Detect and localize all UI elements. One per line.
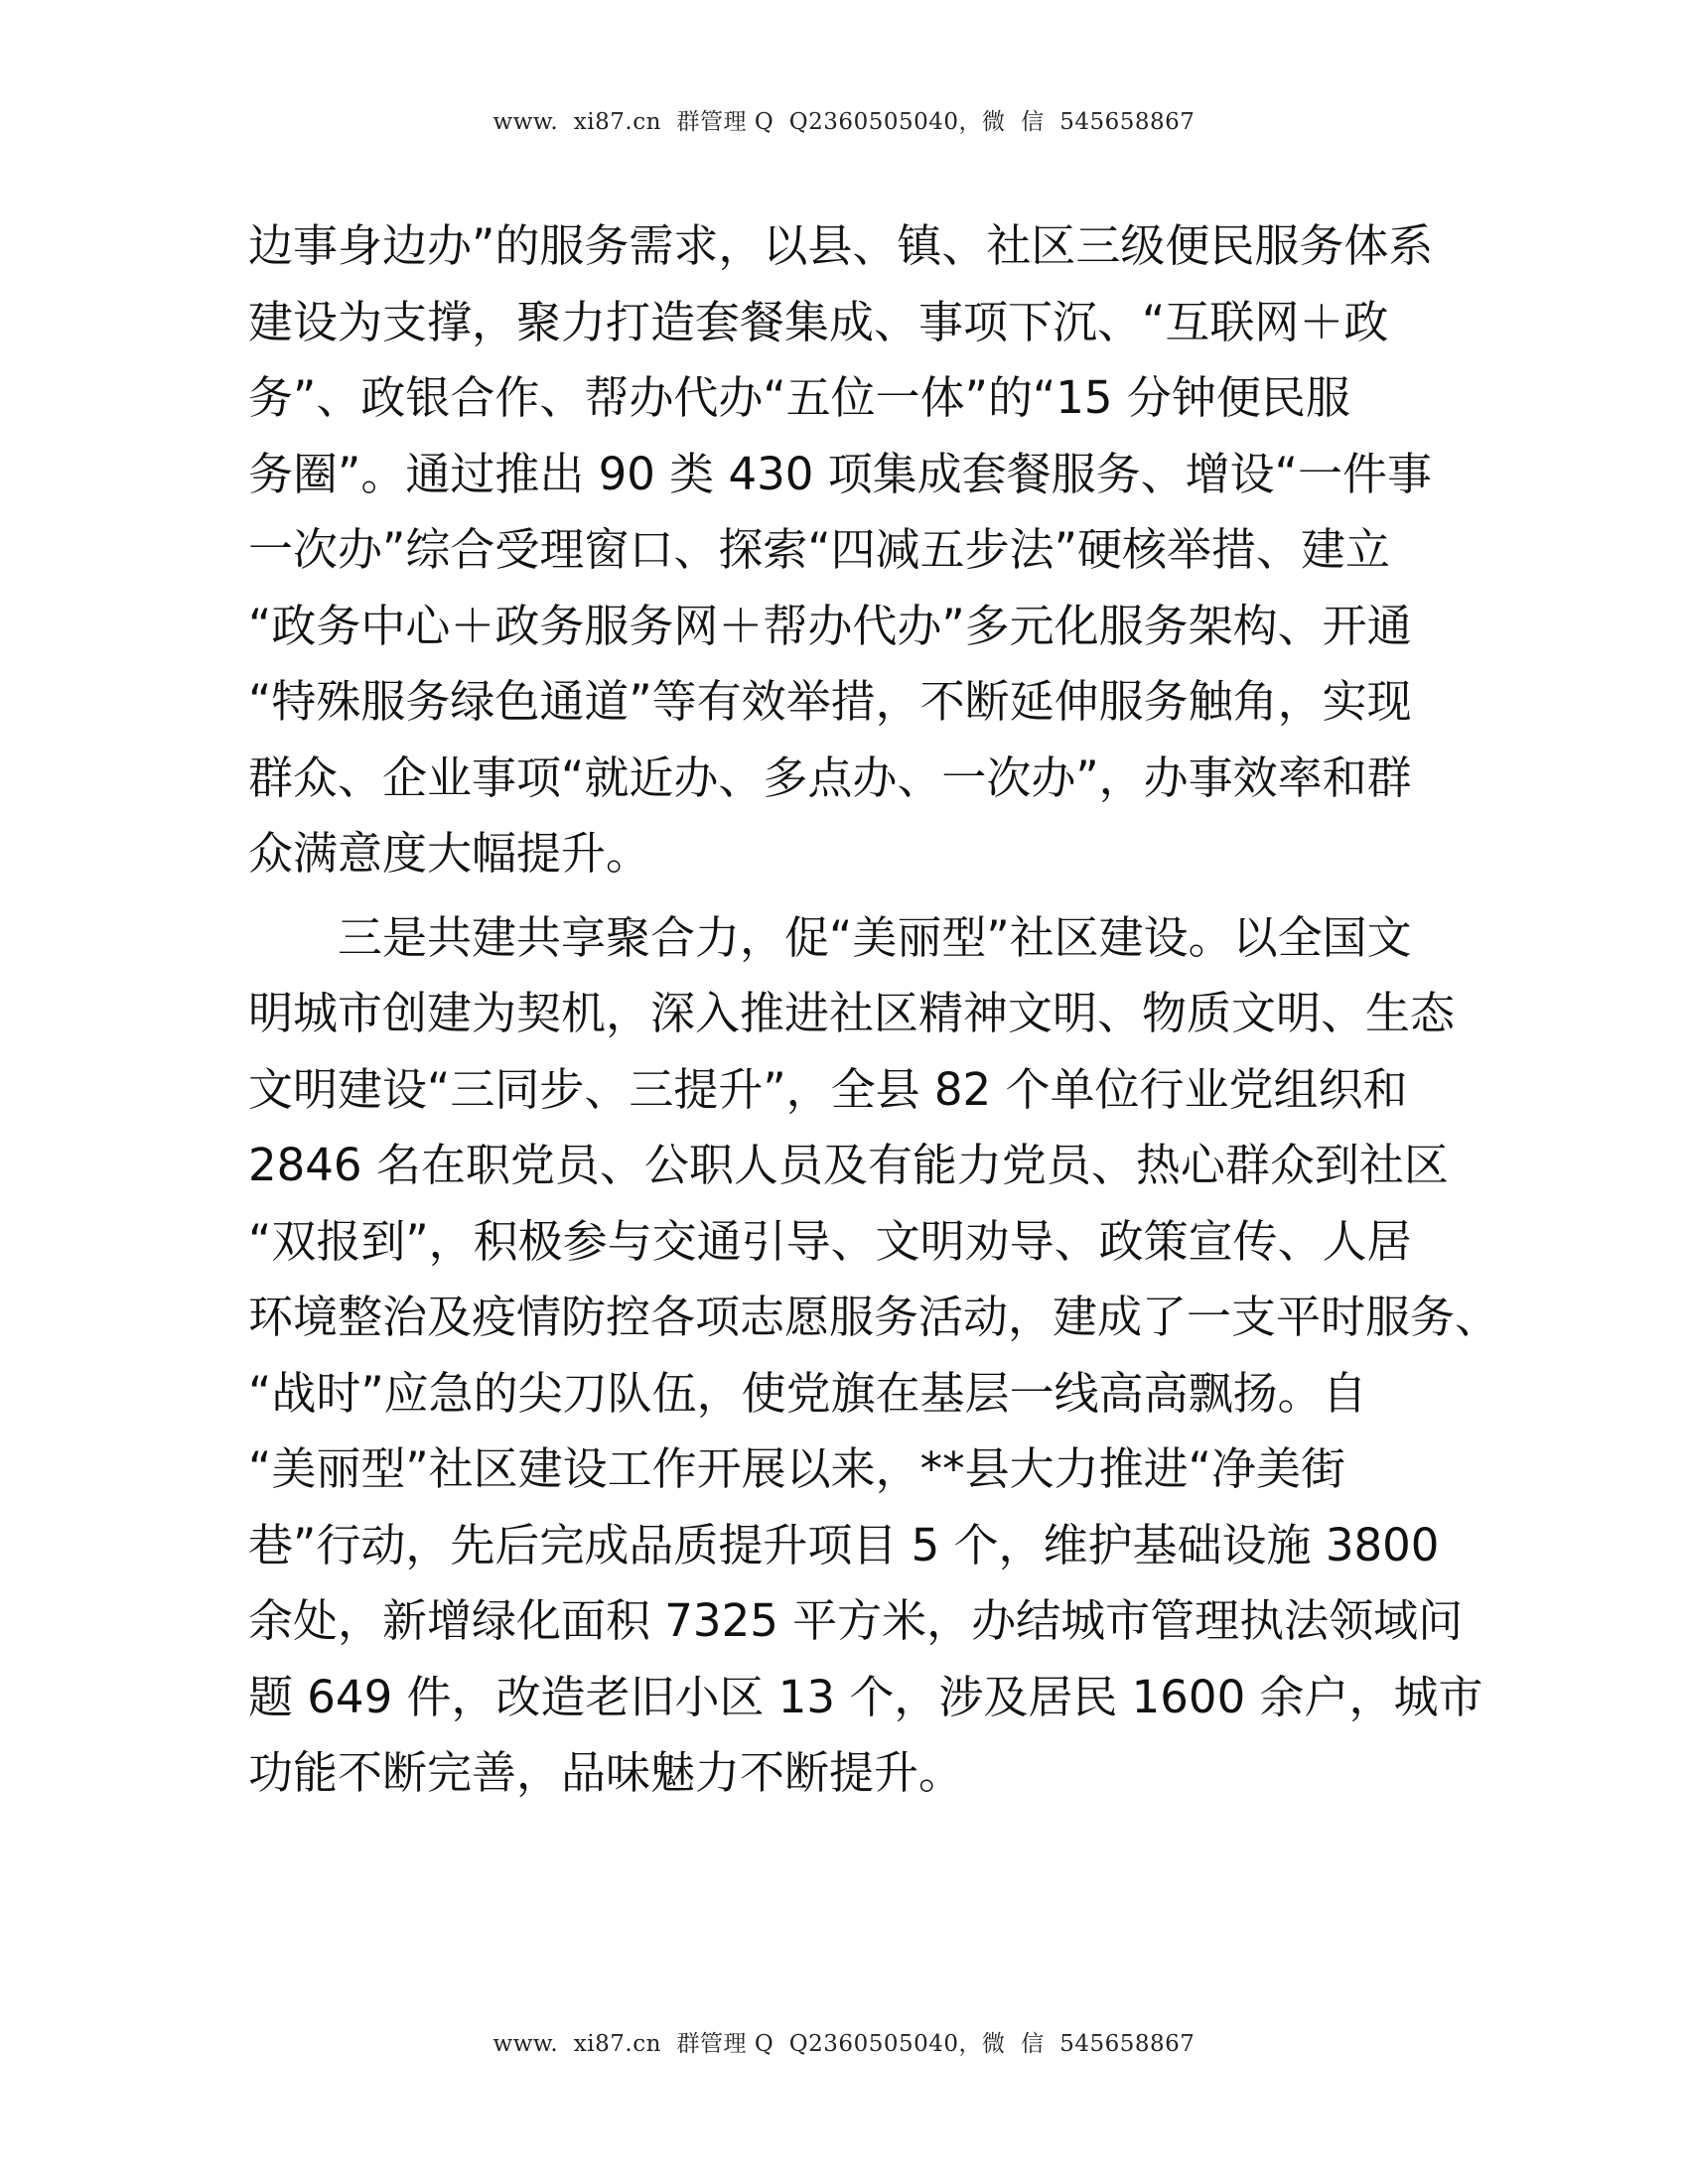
paragraph-gap	[248, 892, 1440, 900]
paragraph-2	[248, 900, 1500, 1812]
paragraph-line: 功能不断完善，品味魅力不断提升。	[248, 1746, 964, 1799]
document-body	[248, 208, 1500, 1812]
paragraph-line: “政务中心＋政务服务网＋帮办代办”多元化服务架构、开通	[248, 599, 1412, 652]
paragraph-line: 题 649 件，改造老旧小区 13 个，涉及居民 1600 余户，城市	[248, 1670, 1483, 1723]
paragraph-line: “双报到”，积极参与交通引导、文明劝导、政策宣传、人居	[248, 1214, 1412, 1268]
paragraph-line: 建设为支撑，聚力打造套餐集成、事项下沉、“互联网＋政	[248, 295, 1389, 348]
paragraph-line: “美丽型”社区建设工作开展以来，**县大力推进“净美街	[248, 1442, 1345, 1495]
paragraph-line: 巷”行动，先后完成品质提升项目 5 个，维护基础设施 3800	[248, 1518, 1440, 1571]
paragraph-line: 群众、企业事项“就近办、多点办、一次办”，办事效率和群	[248, 751, 1412, 804]
paragraph-line: 2846 名在职党员、公职人员及有能力党员、热心群众到社区	[248, 1139, 1449, 1191]
paragraph-line: 众满意度大幅提升。	[248, 827, 651, 880]
paragraph-line: 余处，新增绿化面积 7325 平方米，办结城市管理执法领域问	[248, 1594, 1464, 1647]
paragraph-1	[248, 208, 1440, 892]
paragraph-line: 文明建设“三同步、三提升”，全县 82 个单位行业党组织和	[248, 1062, 1408, 1116]
paragraph-line: 务”、政银合作、帮办代办“五位一体”的“15 分钟便民服	[248, 371, 1350, 424]
page-footer-watermark: www. xi87.cn 群管理 Q Q2360505040，微 信 545658867	[492, 2031, 1196, 2057]
paragraph-line: 边事身边办”的服务需求，以县、镇、社区三级便民服务体系	[248, 219, 1434, 272]
paragraph-line: 环境整治及疫情防控各项志愿服务活动，建成了一支平时服务、	[248, 1291, 1500, 1343]
paragraph-line: “战时”应急的尖刀队伍，使党旗在基层一线高高飘扬。自	[248, 1366, 1367, 1420]
page-header-watermark: www. xi87.cn 群管理 Q Q2360505040，微 信 545658867	[492, 109, 1196, 135]
paragraph-line: 一次办”综合受理窗口、探索“四减五步法”硬核举措、建立	[248, 523, 1390, 576]
paragraph-line: 明城市创建为契机，深入推进社区精神文明、物质文明、生态	[248, 987, 1456, 1039]
paragraph-line: “特殊服务绿色通道”等有效举措，不断延伸服务触角，实现	[248, 675, 1412, 728]
paragraph-line: 务圈”。通过推出 90 类 430 项集成套餐服务、增设“一件事	[248, 447, 1432, 500]
paragraph-line: 三是共建共享聚合力，促“美丽型”社区建设。以全国文	[338, 910, 1412, 964]
